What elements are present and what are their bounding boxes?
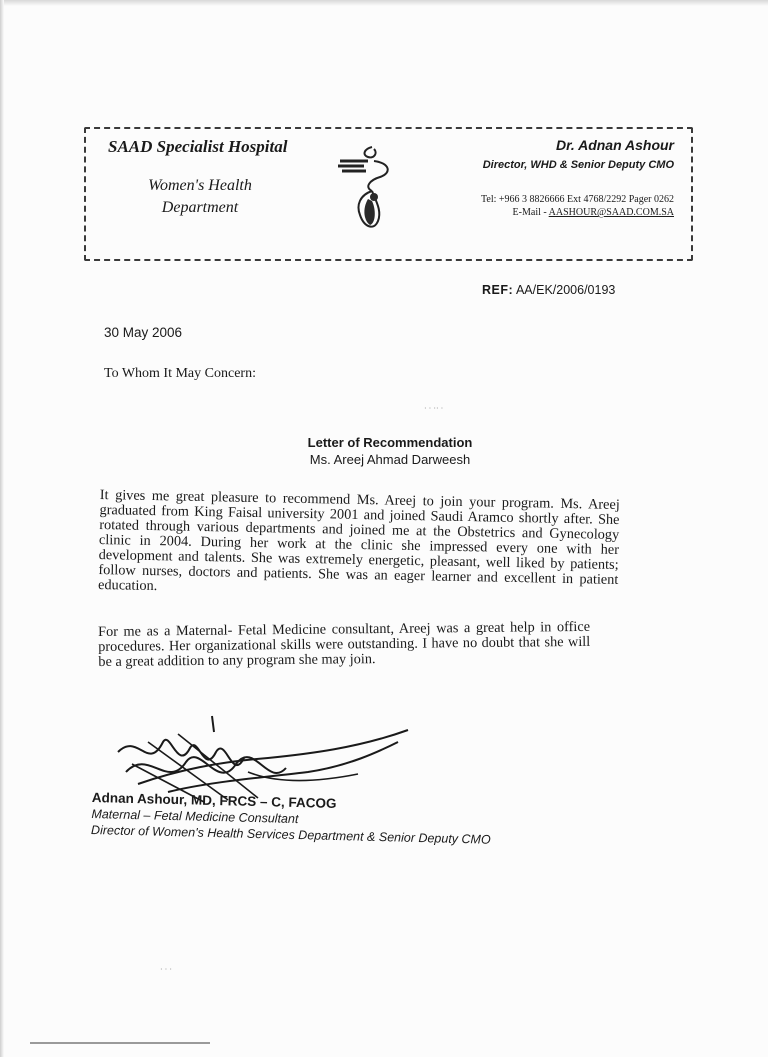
letterhead <box>84 127 693 261</box>
department-name <box>110 175 290 219</box>
email-label: E-Mail - <box>512 207 549 218</box>
department-line-2: Department <box>161 199 239 216</box>
email-link[interactable]: AASHOUR@SAAD.COM.SA <box>548 207 674 218</box>
scan-edge-bottom <box>30 1042 210 1044</box>
signatory-role-2: Director of Women's Health Services Department & Senior Deputy CMO <box>90 822 491 847</box>
signatory-role-1: Maternal – Fetal Medicine Consultant <box>91 806 299 827</box>
email-line <box>442 206 674 219</box>
signatory-name: Adnan Ashour, MD, FRCS – C, FACOG <box>91 790 337 811</box>
doctor-header <box>446 135 674 175</box>
scan-speck: · · ·· · <box>424 404 444 413</box>
letter-heading <box>190 434 590 468</box>
doctor-name: Dr. Adnan Ashour <box>556 137 674 153</box>
body-paragraph-2: For me as a Maternal- Fetal Medicine consultant, Areej was a great help in office procedures. Her organizational skills were outstanding. I have no doubt that she will be a great addition to any program she may join. <box>97 618 591 670</box>
letter-date: 30 May 2006 <box>104 325 183 340</box>
scan-edge-top <box>0 0 768 6</box>
scan-edge-left <box>0 0 4 1057</box>
ref-label: REF: <box>482 283 514 297</box>
body-paragraph-1: It gives me great pleasure to recommend Ms. Areej to join your program. Ms. Areej graduated from King Faisal university 2001 and joined Saudi Aramco shortly after. She rotated through various departments and joined me at the Obstetrics and Gynecology clinic in 2004. During her work at the clinic she impressed every one with her development and talents. She was extremely energetic, pleasant, well liked by patients; follow nurses, doctors and patients. She was an eager learner and excellent in patient education. <box>97 487 620 595</box>
letter-subject: Ms. Areej Ahmad Darweesh <box>309 452 471 467</box>
doctor-title: Director, WHD & Senior Deputy CMO <box>482 159 674 171</box>
reference-number <box>482 283 615 297</box>
hospital-name: SAAD Specialist Hospital <box>108 137 288 156</box>
letter-title: Letter of Recommendation <box>307 435 473 450</box>
contact-info <box>442 193 674 219</box>
ref-value: AA/EK/2006/0193 <box>515 283 616 297</box>
department-line-1: Women's Health <box>148 177 252 194</box>
salutation: To Whom It May Concern: <box>104 366 256 381</box>
signature-block <box>91 790 552 849</box>
scan-speck: · · · <box>160 965 172 974</box>
telephone: Tel: +966 3 8826666 Ext 4768/2292 Pager 0262 <box>481 194 674 205</box>
hospital-logo-icon <box>334 139 404 239</box>
